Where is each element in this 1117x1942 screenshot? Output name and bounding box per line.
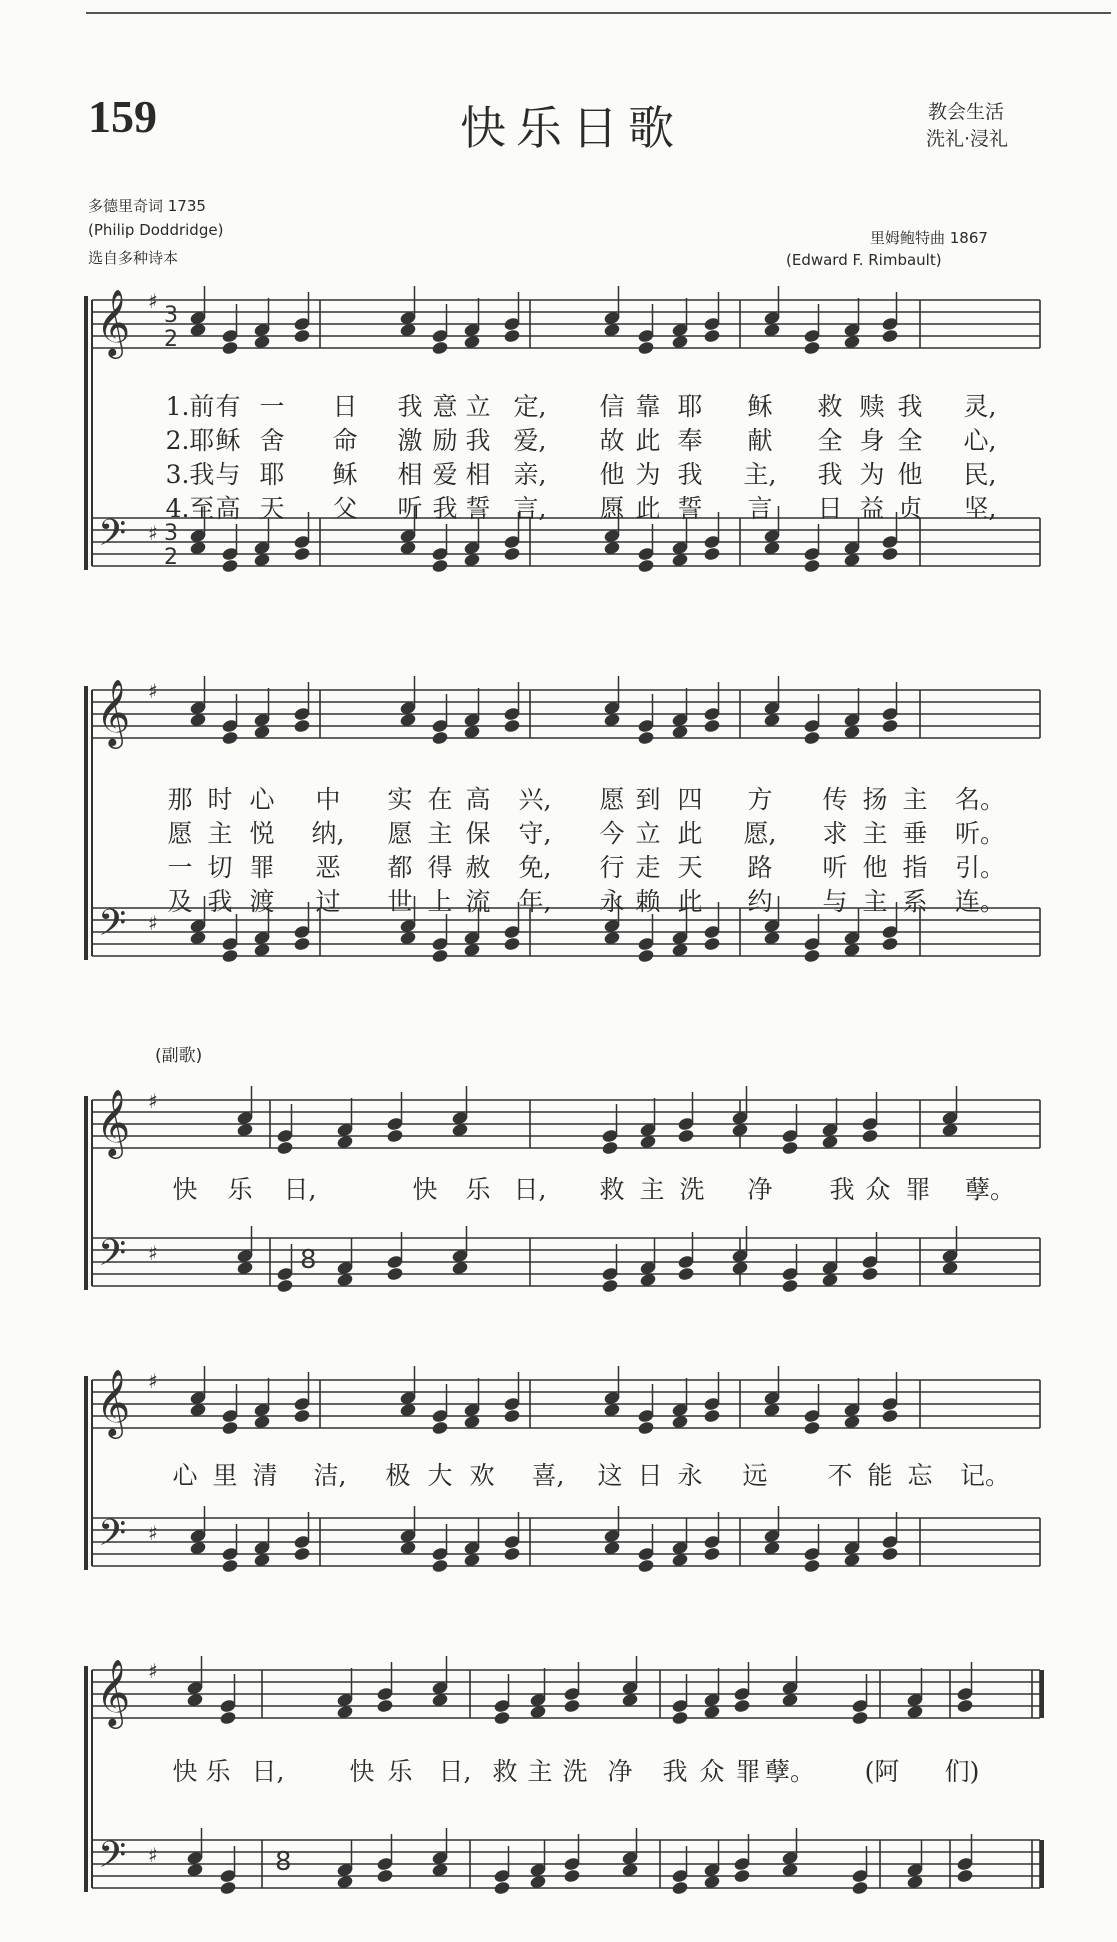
lyric-syllable: 孽。 [764, 1757, 816, 1786]
lyric-syllable: 听。 [954, 819, 1006, 848]
lyric-syllable: 指 [902, 853, 928, 882]
lyric-syllable: 救 [492, 1757, 518, 1786]
lyric-syllable: 走 [635, 853, 661, 882]
lyric-syllable: 罪 [249, 853, 275, 882]
key-signature-sharp: ♯ [148, 911, 158, 935]
lyric-syllable: 日, [251, 1757, 285, 1786]
lyric-syllable: 里 [212, 1461, 238, 1490]
lyric-syllable: 喜, [531, 1461, 565, 1490]
note-head [733, 1868, 751, 1883]
lyric-syllable: 主, [743, 460, 777, 489]
note-head [431, 730, 449, 745]
lyric-syllable: 上 [427, 887, 453, 916]
lyric-syllable: 赦 [465, 853, 491, 882]
note-head [431, 1420, 449, 1435]
hymn-number: 159 [88, 91, 157, 142]
note-head [956, 1868, 974, 1883]
note-head [293, 546, 311, 561]
lyric-syllable: 行 [599, 853, 625, 882]
lyric-syllable: 免, [518, 853, 552, 882]
lyric-syllable: 年, [518, 887, 552, 916]
lyric-syllable: 愿, [743, 819, 777, 848]
lyric-syllable: 实 [387, 785, 413, 814]
bass-clef: 𝄢 [98, 512, 127, 563]
lyric-syllable: 一 [167, 853, 193, 882]
note-head [851, 1710, 869, 1725]
lyric-syllable: 为 [635, 460, 661, 489]
subcategory-label: 洗礼·浸礼 [926, 128, 1009, 150]
treble-clef: 𝄞 [96, 288, 131, 356]
lyric-syllable: 听 [822, 853, 848, 882]
note-head [781, 1278, 799, 1293]
note-head [276, 1278, 294, 1293]
lyric-syllable: 愿 [167, 819, 193, 848]
lyric-syllable: 全 [817, 426, 843, 455]
time-signature: 3 [164, 521, 178, 546]
note-head [376, 1698, 394, 1713]
note-head [881, 546, 899, 561]
lyric-syllable: 乐 [465, 1175, 491, 1204]
note-head [601, 1278, 619, 1293]
lyric-syllable: 我 [207, 887, 233, 916]
note-head [637, 1558, 655, 1573]
lyric-syllable: 不 [827, 1461, 853, 1490]
lyric-syllable: 日, [438, 1757, 472, 1786]
lyric-syllable: 及 [167, 887, 193, 916]
lyric-syllable: 我 [397, 392, 423, 421]
lyric-syllable: 欢 [469, 1461, 495, 1490]
lyric-syllable: 乐 [387, 1757, 413, 1786]
lyric-syllable: 系 [902, 887, 928, 916]
lyric-syllable: 到 [635, 785, 661, 814]
lyric-syllable: 2.耶 [165, 426, 215, 455]
treble-clef: 𝄞 [96, 1658, 131, 1726]
lyric-syllable: 我 [662, 1757, 688, 1786]
lyric-syllable: 能 [867, 1461, 893, 1490]
note-head [803, 558, 821, 573]
note-head [881, 1546, 899, 1561]
note-head [703, 1546, 721, 1561]
note-head [637, 1420, 655, 1435]
key-signature-sharp: ♯ [148, 1369, 158, 1393]
note-head [637, 948, 655, 963]
lyric-syllable: 1.前 [165, 392, 215, 421]
lyric-syllable: 舍 [259, 426, 285, 455]
lyric-syllable: 路 [747, 853, 773, 882]
lyric-syllable: 快 [349, 1757, 375, 1786]
lyric-syllable: 立 [465, 392, 491, 421]
composer-credit: 里姆鲍特曲 1867 [870, 229, 988, 247]
lyric-syllable: 主 [862, 887, 888, 916]
lyric-syllable: 世 [387, 887, 413, 916]
lyric-syllable: 悦 [249, 819, 275, 848]
lyric-syllable: 与 [215, 460, 241, 489]
note-head [671, 1710, 689, 1725]
note-head [563, 1868, 581, 1883]
note-head [293, 718, 311, 733]
lyric-syllable: 一 [259, 392, 285, 421]
bass-clef: 𝄢 [98, 1512, 127, 1563]
bass-clef: 𝄢 [98, 1232, 127, 1283]
lyric-syllable: 他 [897, 460, 923, 489]
note-head [293, 328, 311, 343]
lyric-syllable: 永 [599, 887, 625, 916]
lyric-syllable: 他 [599, 460, 625, 489]
lyric-syllable: 励 [432, 426, 458, 455]
lyric-syllable: 誓 [465, 494, 491, 523]
lyric-syllable: 赎 [859, 392, 885, 421]
lyric-syllable: 相 [465, 460, 491, 489]
lyric-syllable: 净 [747, 1175, 773, 1204]
note-head [881, 936, 899, 951]
lyric-syllable: 坚, [963, 494, 997, 523]
note-head [861, 1128, 879, 1143]
note-head [493, 1880, 511, 1895]
note-head [503, 1408, 521, 1423]
lyric-syllable: 定, [513, 392, 547, 421]
note-head [293, 1408, 311, 1423]
lyric-syllable: 信 [599, 392, 625, 421]
lyric-syllable: 引。 [954, 853, 1006, 882]
lyric-syllable: 灵, [963, 392, 997, 421]
lyric-syllable: 罪 [735, 1757, 761, 1786]
lyric-syllable: 快 [172, 1175, 198, 1204]
lyric-syllable: 主 [427, 819, 453, 848]
note-head [803, 730, 821, 745]
key-signature-sharp: ♯ [148, 1843, 158, 1867]
lyric-syllable: 渡 [249, 887, 275, 916]
note-head [293, 936, 311, 951]
lyric-syllable: 天 [677, 853, 703, 882]
lyric-syllable: 益 [859, 494, 885, 523]
key-signature-sharp: ♯ [148, 1241, 158, 1265]
lyric-syllable: 求 [822, 819, 848, 848]
note-head [386, 1266, 404, 1281]
lyric-syllable: 我 [432, 494, 458, 523]
note-head [219, 1710, 237, 1725]
lyric-syllable: 稣 [332, 460, 358, 489]
lyric-syllable: 命 [332, 426, 358, 455]
note-head [503, 1546, 521, 1561]
lyric-syllable: 方 [747, 785, 773, 814]
treble-clef: 𝄞 [96, 1368, 131, 1436]
note-head [881, 718, 899, 733]
note-head [637, 558, 655, 573]
lyric-syllable: 众 [865, 1175, 891, 1204]
lyric-syllable: 约 [747, 887, 773, 916]
lyric-syllable: 耶 [259, 460, 285, 489]
note-head [677, 1266, 695, 1281]
note-head [803, 1420, 821, 1435]
lyric-syllable: 4.至 [165, 494, 215, 523]
lyric-syllable: 记。 [959, 1461, 1011, 1490]
lyric-syllable: 天 [259, 494, 285, 523]
time-signature: 3 [164, 303, 178, 328]
lyric-syllable: 稣 [747, 392, 773, 421]
note-head [733, 1698, 751, 1713]
lyric-syllable: 激 [397, 426, 423, 455]
lyric-syllable: 日 [817, 494, 843, 523]
key-signature-sharp: ♯ [148, 521, 158, 545]
lyricist-credit: 多德里奇词 1735 [88, 197, 206, 215]
note-head [221, 1420, 239, 1435]
lyric-syllable: 垂 [902, 819, 928, 848]
note-head [803, 340, 821, 355]
lyric-syllable: 故 [599, 426, 625, 455]
note-head [493, 1710, 511, 1725]
note-head [637, 340, 655, 355]
note-head [881, 328, 899, 343]
note-head [703, 718, 721, 733]
lyric-syllable: 心 [172, 1461, 198, 1490]
note-head [221, 730, 239, 745]
lyric-syllable: 这 [597, 1461, 623, 1490]
lyric-syllable: 远 [742, 1461, 768, 1490]
note-head [431, 948, 449, 963]
lyric-syllable: 日, [513, 1175, 547, 1204]
lyric-syllable: 言 [747, 494, 773, 523]
lyric-syllable: 民, [963, 460, 997, 489]
lyric-syllable: 切 [207, 853, 233, 882]
lyric-syllable: 扬 [862, 785, 888, 814]
bass-clef: 𝄢 [98, 1834, 127, 1885]
lyric-syllable: 3.我 [165, 460, 215, 489]
multirest-number: 8 [275, 1847, 292, 1877]
note-head [386, 1128, 404, 1143]
lyric-syllable: 愿 [387, 819, 413, 848]
lyric-syllable: 名。 [954, 785, 1006, 814]
note-head [677, 1128, 695, 1143]
lyric-syllable: 那 [167, 785, 193, 814]
lyric-syllable: 主 [902, 785, 928, 814]
note-head [276, 1140, 294, 1155]
lyric-syllable: 乐 [205, 1757, 231, 1786]
lyric-syllable: 心, [963, 426, 997, 455]
lyric-syllable: 保 [465, 819, 491, 848]
lyric-syllable: 我 [897, 392, 923, 421]
lyric-syllable: 今 [599, 819, 625, 848]
note-head [503, 936, 521, 951]
note-head [803, 1558, 821, 1573]
note-head [637, 730, 655, 745]
lyric-syllable: 耶 [677, 392, 703, 421]
lyricist-name: (Philip Doddridge) [88, 221, 224, 239]
lyric-syllable: 此 [635, 426, 661, 455]
lyric-syllable: 稣 [215, 426, 241, 455]
key-signature-sharp: ♯ [148, 679, 158, 703]
lyric-syllable: 纳, [311, 819, 345, 848]
note-head [703, 546, 721, 561]
lyric-syllable: 快 [412, 1175, 438, 1204]
note-head [431, 1558, 449, 1573]
lyric-syllable: 忘 [907, 1461, 933, 1490]
lyric-syllable: 贞 [897, 494, 923, 523]
key-signature-sharp: ♯ [148, 1521, 158, 1545]
note-head [781, 1140, 799, 1155]
lyric-syllable: 身 [859, 426, 885, 455]
lyric-source: 选自多种诗本 [88, 249, 179, 267]
lyric-syllable: 意 [432, 392, 458, 421]
lyric-syllable: 快 [172, 1757, 198, 1786]
lyric-syllable: 洁, [313, 1461, 347, 1490]
lyric-syllable: 相 [397, 460, 423, 489]
lyric-syllable: 言, [513, 494, 547, 523]
lyric-syllable: 他 [862, 853, 888, 882]
lyric-syllable: 恶 [315, 853, 341, 882]
lyric-syllable: 我 [677, 460, 703, 489]
chorus-label: (副歌) [155, 1046, 203, 1066]
note-head [671, 1880, 689, 1895]
lyric-syllable: 洗 [679, 1175, 705, 1204]
lyric-syllable: 时 [207, 785, 233, 814]
lyric-syllable: 主 [639, 1175, 665, 1204]
lyric-syllable: 中 [315, 785, 341, 814]
lyric-syllable: 听 [397, 494, 423, 523]
lyric-syllable: 罪 [905, 1175, 931, 1204]
note-head [431, 340, 449, 355]
lyric-syllable: 亲, [513, 460, 547, 489]
note-head [503, 718, 521, 733]
lyric-syllable: 此 [677, 819, 703, 848]
lyric-syllable: 我 [817, 460, 843, 489]
note-head [851, 1880, 869, 1895]
note-head [293, 1546, 311, 1561]
lyric-syllable: 日, [283, 1175, 317, 1204]
note-head [221, 948, 239, 963]
lyric-syllable: 靠 [635, 392, 661, 421]
note-head [221, 558, 239, 573]
lyric-syllable: 在 [427, 785, 453, 814]
lyric-syllable: 我 [465, 426, 491, 455]
time-signature: 2 [164, 545, 178, 570]
note-head [703, 1408, 721, 1423]
lyric-syllable: 父 [332, 494, 358, 523]
lyric-syllable: 过 [315, 887, 341, 916]
lyric-syllable: 都 [387, 853, 413, 882]
note-head [601, 1140, 619, 1155]
lyric-syllable: 爱 [432, 460, 458, 489]
multirest-number: 8 [300, 1245, 317, 1275]
lyric-syllable: 我 [829, 1175, 855, 1204]
lyric-syllable: 兴, [518, 785, 552, 814]
bass-clef: 𝄢 [98, 902, 127, 953]
lyric-syllable: 大 [427, 1461, 453, 1490]
lyric-syllable: (阿 [864, 1757, 900, 1786]
note-head [803, 948, 821, 963]
lyric-syllable: 日 [332, 392, 358, 421]
lyric-syllable: 流 [465, 887, 491, 916]
note-head [376, 1868, 394, 1883]
lyric-syllable: 孽。 [964, 1175, 1016, 1204]
note-head [563, 1698, 581, 1713]
lyric-syllable: 爱, [513, 426, 547, 455]
note-head [221, 1558, 239, 1573]
lyric-syllable: 乐 [227, 1175, 253, 1204]
composer-name: (Edward F. Rimbault) [786, 251, 942, 269]
note-head [861, 1266, 879, 1281]
note-head [219, 1880, 237, 1895]
lyric-syllable: 全 [897, 426, 923, 455]
lyric-syllable: 主 [527, 1757, 553, 1786]
lyric-syllable: 救 [599, 1175, 625, 1204]
lyric-syllable: 洗 [562, 1757, 588, 1786]
time-signature: 2 [164, 327, 178, 352]
lyric-syllable: 为 [859, 460, 885, 489]
note-head [503, 328, 521, 343]
lyric-syllable: 有 [215, 392, 241, 421]
treble-clef: 𝄞 [96, 678, 131, 746]
top-rule [86, 12, 1111, 14]
lyric-syllable: 主 [862, 819, 888, 848]
lyric-syllable: 愿 [599, 785, 625, 814]
note-head [503, 546, 521, 561]
key-signature-sharp: ♯ [148, 1659, 158, 1683]
lyric-syllable: 此 [635, 494, 661, 523]
note-head [881, 1408, 899, 1423]
lyric-syllable: 誓 [677, 494, 703, 523]
lyric-syllable: 四 [677, 785, 703, 814]
lyric-syllable: 赖 [635, 887, 661, 916]
lyric-syllable: 传 [822, 785, 848, 814]
lyric-syllable: 高 [215, 494, 241, 523]
note-head [703, 936, 721, 951]
lyric-syllable: 日 [637, 1461, 663, 1490]
lyric-syllable: 连。 [954, 887, 1006, 916]
lyric-syllable: 救 [817, 392, 843, 421]
lyric-syllable: 与 [822, 887, 848, 916]
lyric-syllable: 净 [607, 1757, 633, 1786]
lyric-syllable: 清 [252, 1461, 278, 1490]
lyric-syllable: 高 [465, 785, 491, 814]
score-system-3 [0, 1070, 1117, 1310]
lyric-syllable: 奉 [677, 426, 703, 455]
hymn-title: 快乐日歌 [460, 101, 684, 155]
lyric-syllable: 此 [677, 887, 703, 916]
treble-clef: 𝄞 [96, 1088, 131, 1156]
lyric-syllable: 极 [385, 1461, 411, 1490]
key-signature-sharp: ♯ [148, 1089, 158, 1113]
lyric-syllable: 献 [747, 426, 773, 455]
lyric-syllable: 守, [518, 819, 552, 848]
lyric-syllable: 们) [944, 1757, 980, 1786]
lyric-syllable: 众 [699, 1757, 725, 1786]
note-head [221, 340, 239, 355]
lyric-syllable: 立 [635, 819, 661, 848]
lyric-syllable: 得 [427, 853, 453, 882]
lyric-syllable: 愿 [599, 494, 625, 523]
category-label: 教会生活 [928, 101, 1005, 123]
lyric-syllable: 永 [677, 1461, 703, 1490]
lyric-syllable: 主 [207, 819, 233, 848]
note-head [956, 1698, 974, 1713]
lyric-syllable: 心 [249, 785, 275, 814]
key-signature-sharp: ♯ [148, 289, 158, 313]
note-head [703, 328, 721, 343]
note-head [431, 558, 449, 573]
